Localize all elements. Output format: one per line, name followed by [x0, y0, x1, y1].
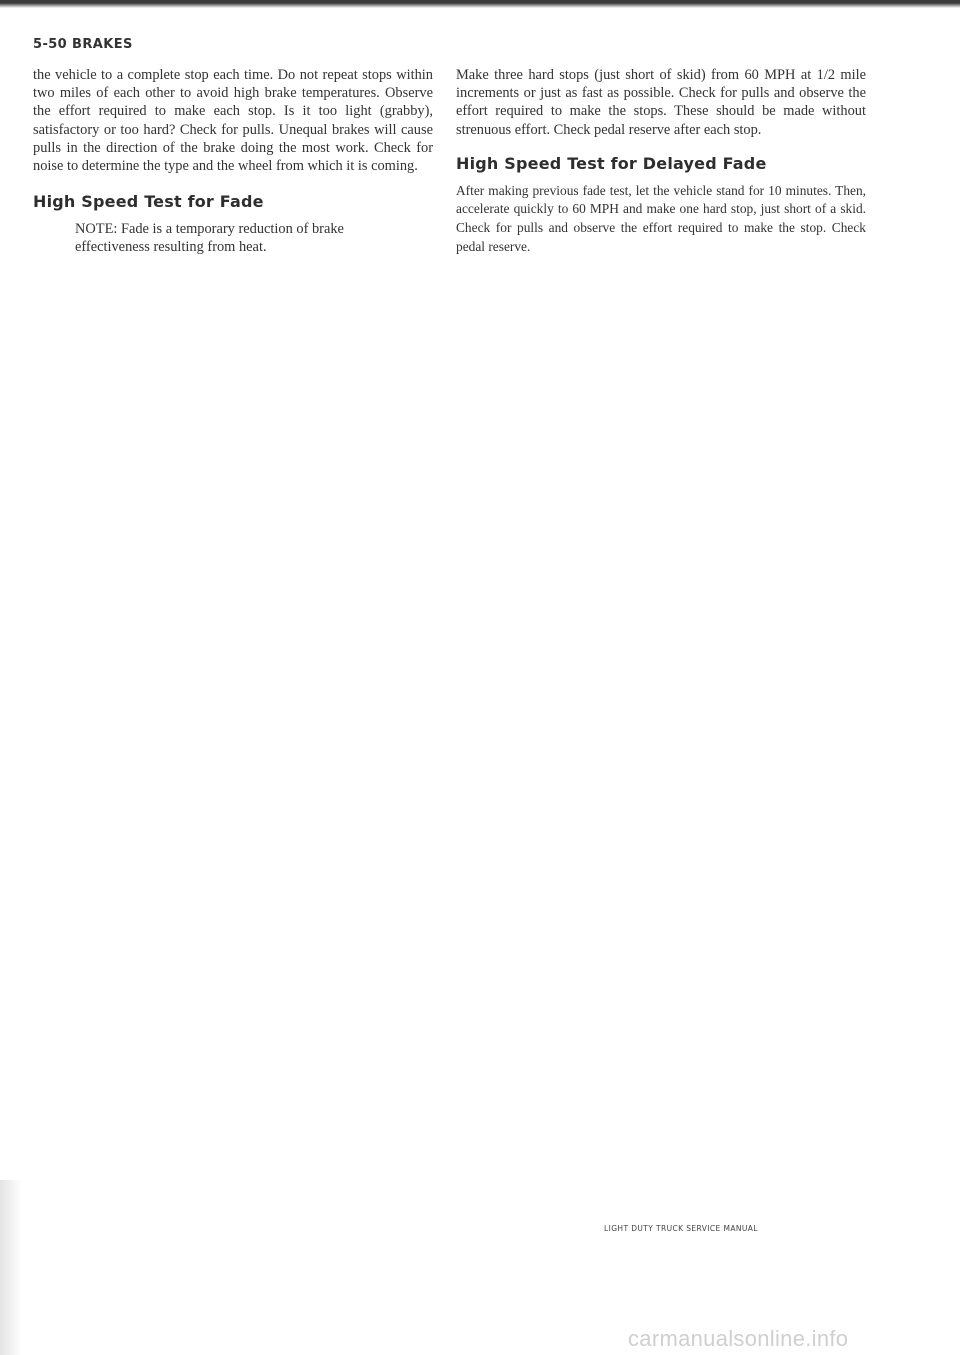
page-edge-shadow [0, 1180, 22, 1355]
top-rule [0, 0, 960, 8]
right-column [456, 66, 866, 256]
fade-note: NOTE: Fade is a temporary reduction of brake effectiveness resulting from heat. [75, 221, 344, 256]
watermark: carmanualsonline.info [628, 1326, 849, 1351]
left-column [33, 66, 433, 257]
page-header: 5-50 BRAKES [33, 37, 133, 52]
left-paragraph: the vehicle to a complete stop each time. Do not repeat stops within two miles of each other to avoid high brake temperatures. Observe the effort required to make each stop. Is it too light (grabby), satisfactory or too hard? Check for pulls. Unequal brakes will cause pulls in the direction of the brake doing the most work. Check for noise to determine the type and the wheel from which it is coming. [33, 67, 433, 175]
heading-delayed-fade-test: High Speed Test for Delayed Fade [456, 153, 767, 173]
right-paragraph: Make three hard stops (just short of skid) from 60 MPH at 1/2 mile increments or just as fast as possible. Check for pulls and observe the effort required to make the stops. These should be made without strenuous effort. Check pedal reserve after each stop. [456, 67, 866, 138]
heading-fade-test: High Speed Test for Fade [33, 192, 264, 212]
delayed-fade-paragraph: After making previous fade test, let the vehicle stand for 10 minutes. Then, accelerate quickly to 60 MPH and make one hard stop, just short of a skid. Check for pulls and observe the effort required to make the stop. Check pedal reserve. [456, 182, 866, 254]
page-footer: LIGHT DUTY TRUCK SERVICE MANUAL [604, 1224, 758, 1233]
